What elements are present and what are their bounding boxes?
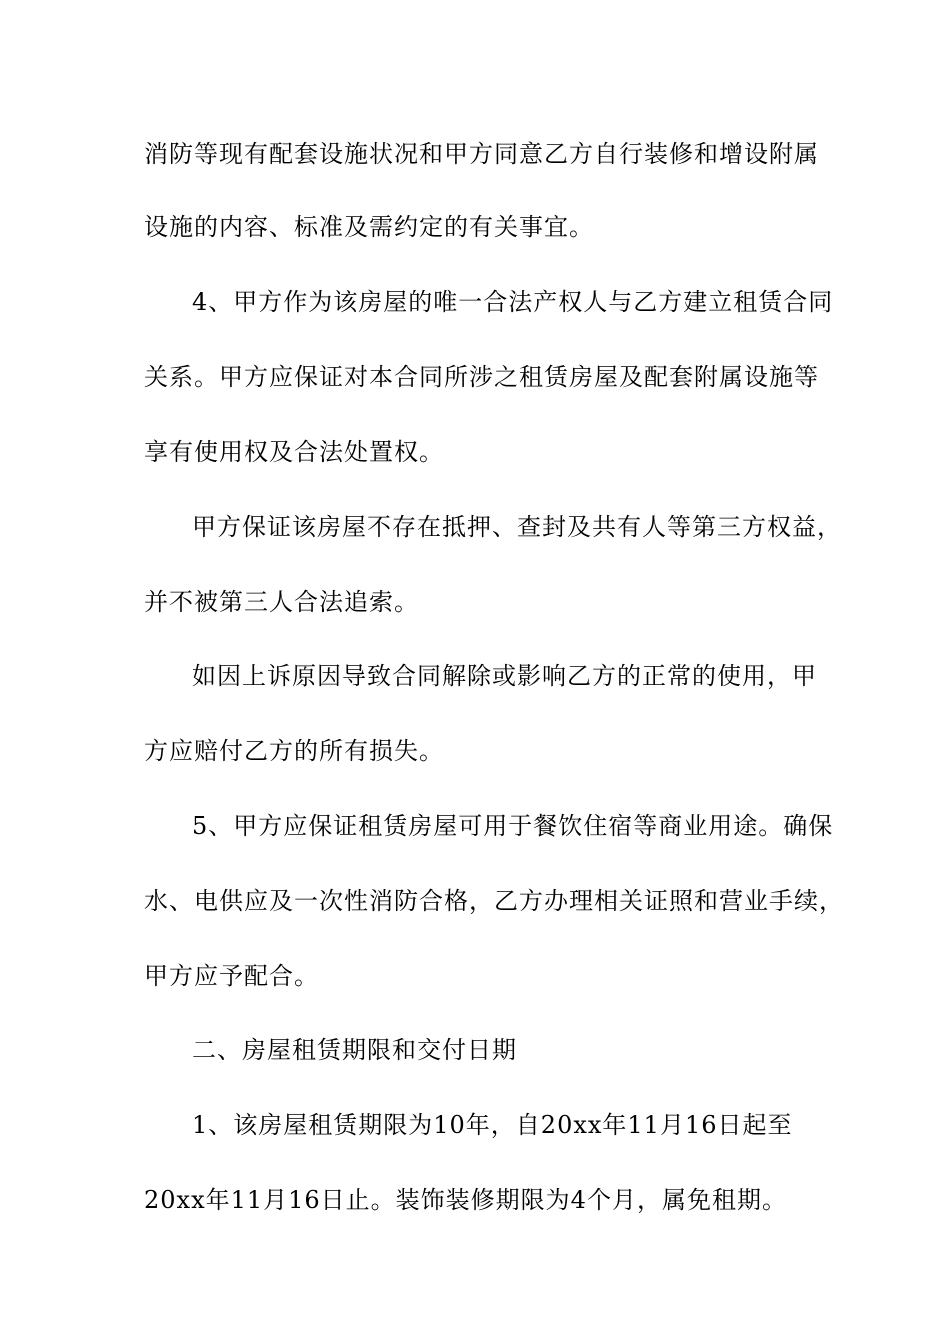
paragraph-line: 甲方保证该房屋不存在抵押、查封及共有人等第三方权益， xyxy=(192,513,842,541)
paragraph-line: 享有使用权及合法处置权。 xyxy=(144,438,444,466)
paragraph-line: 甲方应予配合。 xyxy=(144,962,319,990)
paragraph-line: 关系。甲方应保证对本合同所涉之租赁房屋及配套附属设施等 xyxy=(144,363,819,391)
paragraph-line: 并不被第三人合法追索。 xyxy=(144,588,419,616)
paragraph-line: 消防等现有配套设施状况和甲方同意乙方自行装修和增设附属 xyxy=(144,140,819,168)
paragraph-line: 设施的内容、标准及需约定的有关事宜。 xyxy=(144,213,594,241)
paragraph-line: 水、电供应及一次性消防合格，乙方办理相关证照和营业手续， xyxy=(144,887,844,915)
paragraph-line: 20xx年11月16日止。装饰装修期限为4个月，属免租期。 xyxy=(144,1186,787,1214)
paragraph-line: 5、甲方应保证租赁房屋可用于餐饮住宿等商业用途。确保 xyxy=(192,812,834,840)
paragraph-line: 4、甲方作为该房屋的唯一合法产权人与乙方建立租赁合同 xyxy=(192,288,834,316)
paragraph-line: 1、该房屋租赁期限为10年，自20xx年11月16日起至 xyxy=(192,1111,793,1139)
paragraph-line: 如因上诉原因导致合同解除或影响乙方的正常的使用，甲 xyxy=(192,662,817,690)
section-heading: 二、房屋租赁期限和交付日期 xyxy=(192,1036,517,1064)
paragraph-line: 方应赔付乙方的所有损失。 xyxy=(144,737,444,765)
